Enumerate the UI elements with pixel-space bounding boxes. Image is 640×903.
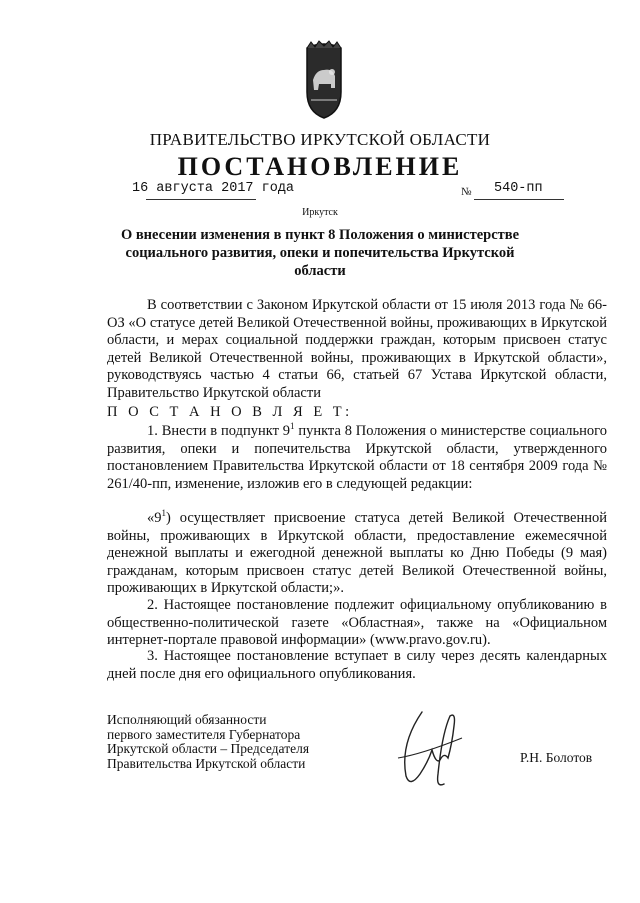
item-3-paragraph: 3. Настоящее постановление вступает в силу через десять календарных дней после дня его официального опубликования.	[107, 648, 607, 682]
document-number: 540-пп	[494, 181, 543, 196]
document-type: ПОСТАНОВЛЕНИЕ	[177, 152, 463, 181]
irkutsk-coat-of-arms-icon	[302, 40, 346, 120]
item-1-paragraph	[107, 423, 607, 493]
position-line-4: Правительства Иркутской области	[107, 755, 306, 771]
position-line-3: Иркутской области – Председателя	[107, 741, 310, 756]
quote-text-end: ) осуществляет присвоение статуса детей Великой Отечественной войны, проживающих в Иркутской области, предоставление ежемесячной денежной выплаты и ежегодной денежной выплаты ко Дню Победы (9 мая) гражданам, которым присвоен статус детей Великой Отечественной войны, проживающих в Иркутской области;».	[107, 510, 607, 596]
signer-name: Р.Н. Болотов	[520, 750, 593, 765]
resolves-heading: П О С Т А Н О В Л Я Е Т:	[107, 404, 353, 420]
item-1-superscript: 1	[289, 421, 295, 432]
signatory-position	[107, 713, 309, 771]
quote-text-start: «9	[147, 510, 162, 526]
item-2-paragraph: 2. Настоящее постановление подлежит официальному опубликованию в общественно-политической газете «Областная», также на «Официальном интернет-портале правовой информации» (www.pravo.gov.ru).	[107, 597, 607, 648]
position-line-2: первого заместителя Губернатора	[107, 726, 301, 742]
number-underline	[474, 199, 564, 200]
number-label: №	[461, 186, 472, 198]
organization-name: ПРАВИТЕЛЬСТВО ИРКУТСКОЙ ОБЛАСТИ	[149, 130, 491, 149]
item-1-text-start: 1. Внести в подпункт 9	[147, 423, 290, 439]
handwritten-signature-icon	[392, 704, 470, 794]
quoted-paragraph	[107, 510, 607, 598]
quote-superscript: 1	[161, 508, 166, 519]
date-underline	[146, 199, 256, 200]
document-title: О внесении изменения в пункт 8 Положения о министерстве социального развития, опеки и попечительства Иркутской области	[120, 227, 520, 279]
city-name: Иркутск	[302, 207, 338, 218]
item-1-text-end: пункта 8 Положения о министерстве социального развития, опеки и попечительства Иркутской области, утвержденного постановлением Правительства Иркутской области от 18 сентября 2009 года № 261/40-пп, изменение, изложив его в следующей редакции:	[107, 423, 607, 492]
preamble-paragraph: В соответствии с Законом Иркутской области от 15 июля 2013 года № 66-ОЗ «О статусе детей Великой Отечественной войны, проживающих в Иркутской области, и мерах социальной поддержки граждан, которым присвоен статус детей Великой Отечественной войны, проживающих в Иркутской области», руководствуясь частью 4 статьи 66, статьей 67 Устава Иркутской области, Правительство Иркутской области	[107, 297, 607, 401]
position-line-1: Исполняющий обязанности	[107, 712, 267, 727]
document-date: 16 августа 2017 года	[132, 181, 295, 196]
